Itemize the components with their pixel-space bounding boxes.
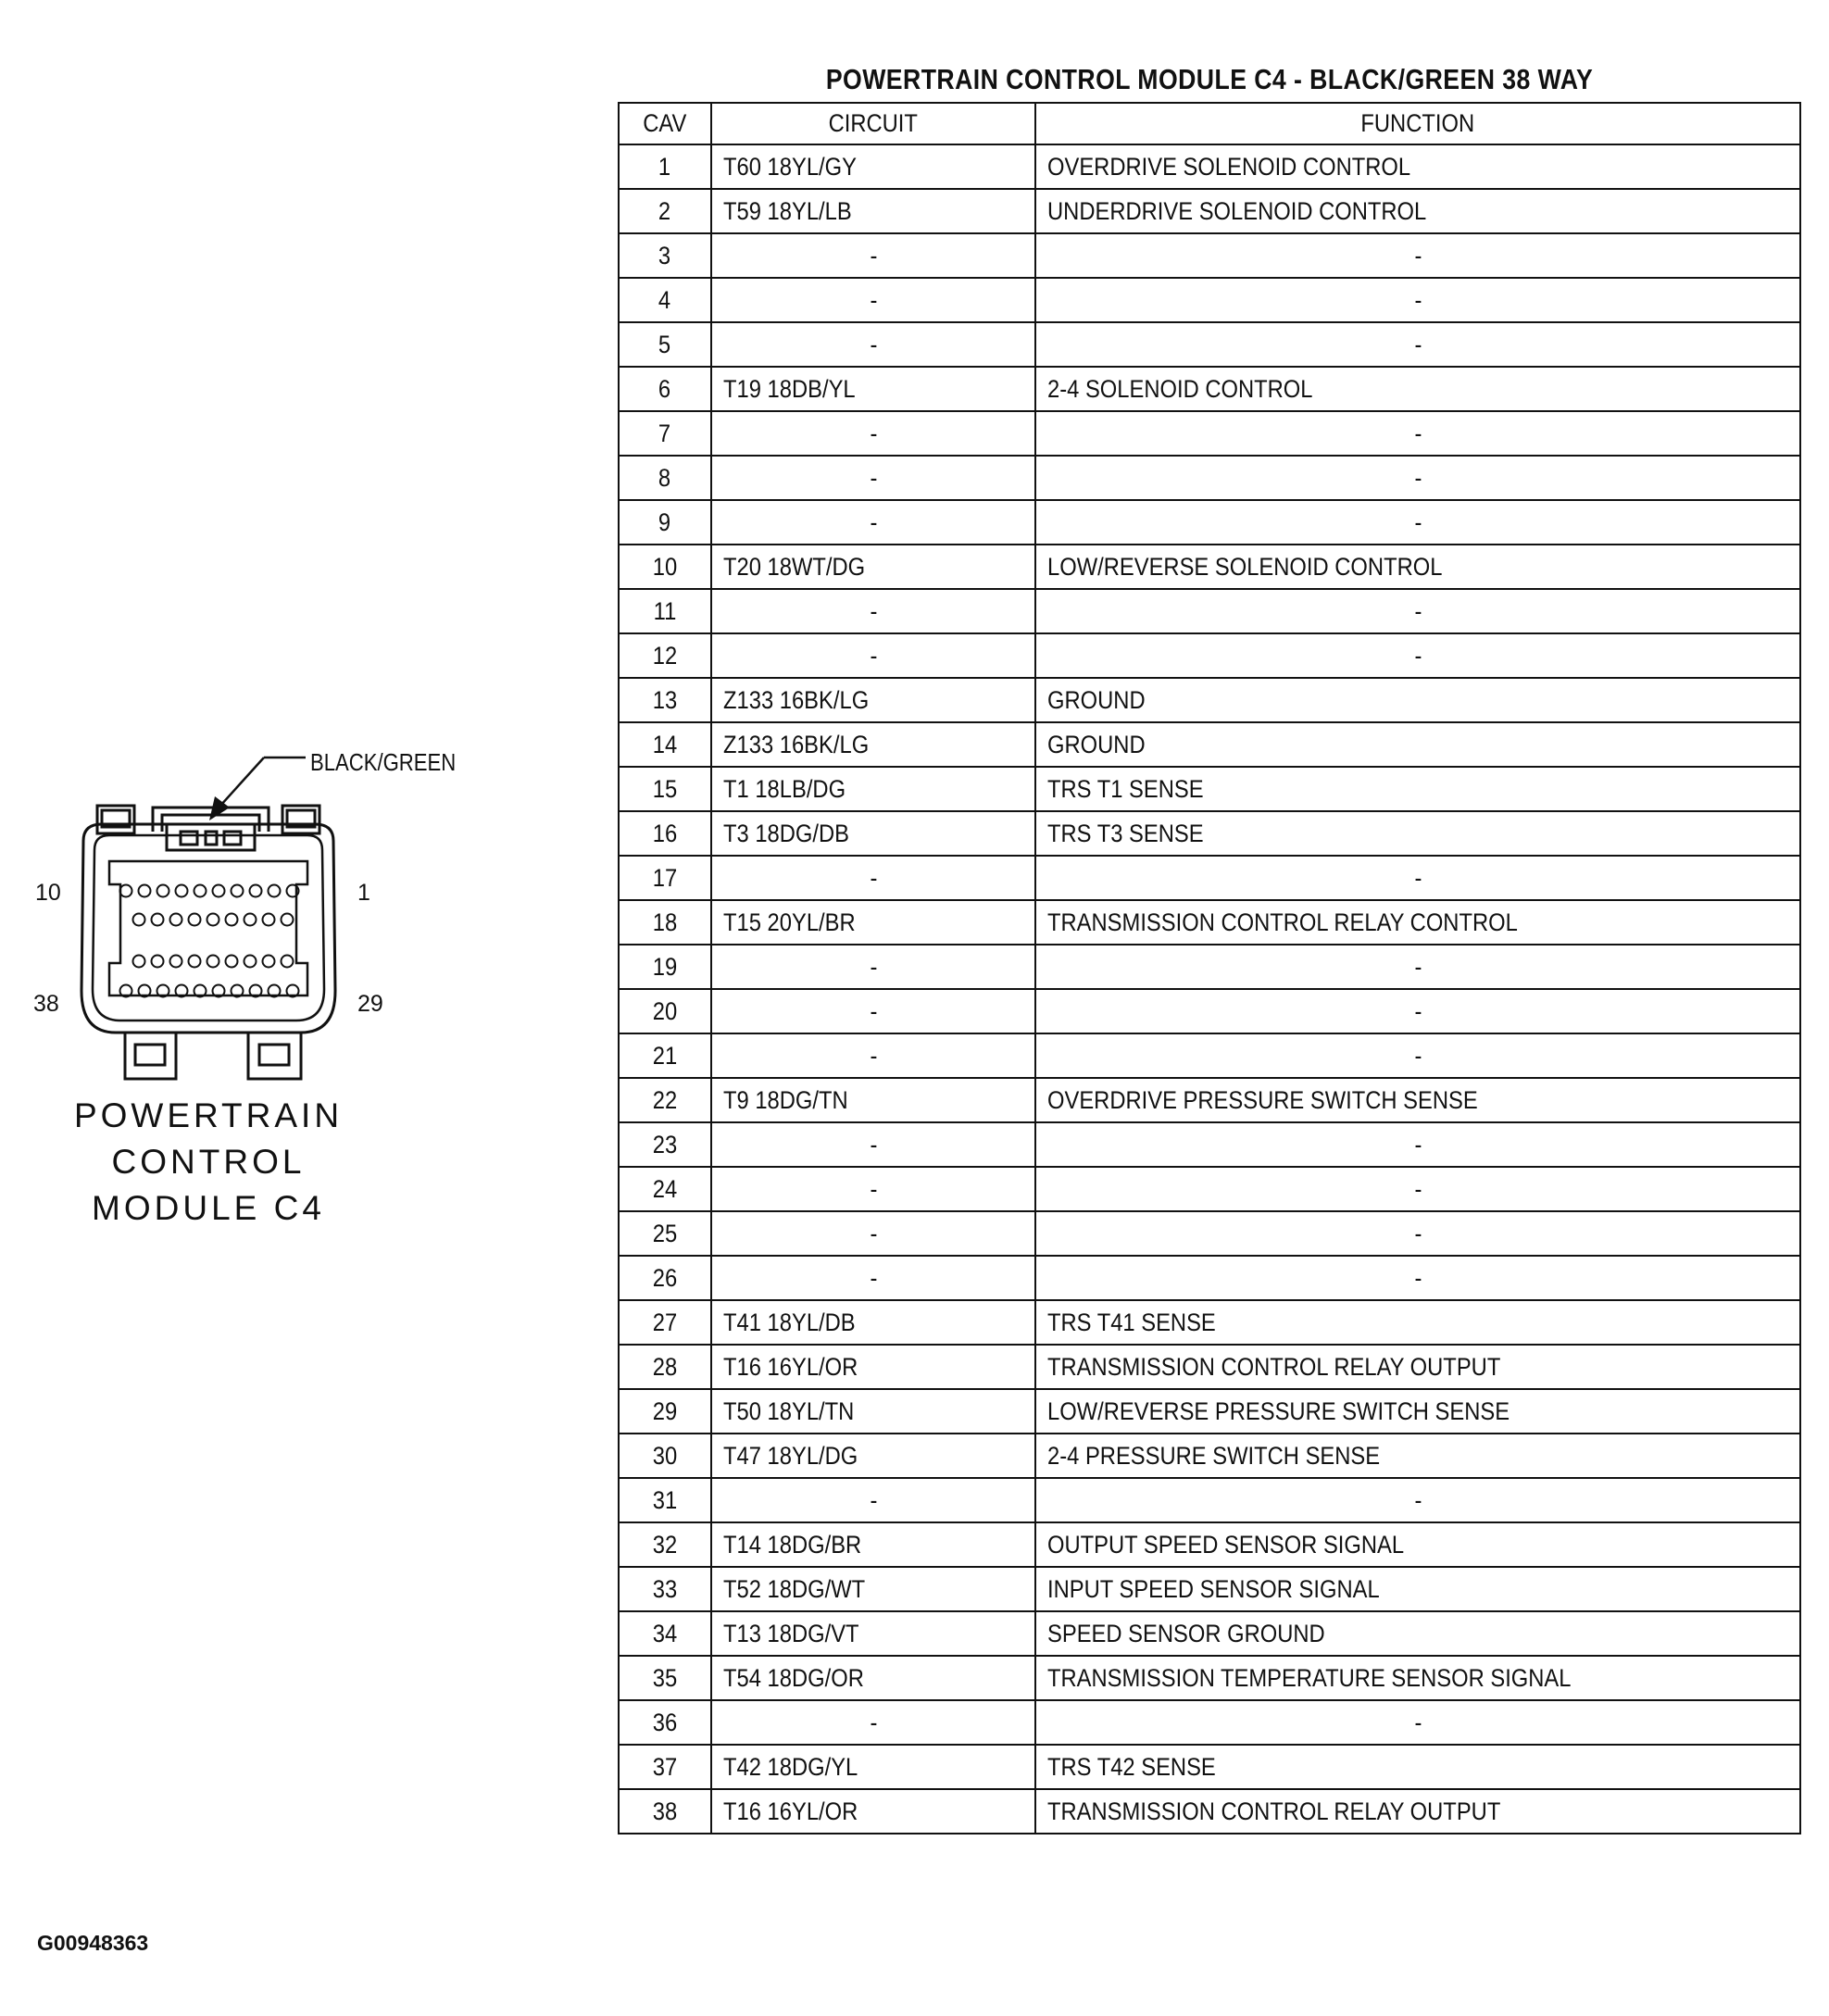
function-cell: -: [1035, 233, 1800, 278]
table-row: [619, 1745, 1800, 1789]
circuit-cell: T16 16YL/OR: [711, 1789, 1035, 1834]
pin-cavity: [170, 914, 182, 926]
function-cell: -: [1035, 945, 1800, 989]
function-cell: TRS T42 SENSE: [1035, 1745, 1800, 1789]
circuit-cell: T13 18DG/VT: [711, 1611, 1035, 1656]
circuit-cell: -: [711, 1700, 1035, 1745]
column-header-function: FUNCTION: [1035, 103, 1800, 144]
cav-cell: 29: [619, 1389, 711, 1434]
cav-cell: 26: [619, 1256, 711, 1300]
table-row: [619, 589, 1800, 633]
table-row: [619, 1656, 1800, 1700]
pin-cavity-frame: [109, 861, 307, 995]
pin-cavity: [226, 914, 238, 926]
circuit-cell: -: [711, 1122, 1035, 1167]
table-row: [619, 767, 1800, 811]
pin-cavity: [263, 914, 275, 926]
pin-cavity: [152, 956, 164, 968]
pin-cavity: [189, 956, 201, 968]
table-row: [619, 322, 1800, 367]
table-row: [619, 633, 1800, 678]
circuit-cell: T41 18YL/DB: [711, 1300, 1035, 1345]
function-cell: TRANSMISSION CONTROL RELAY CONTROL: [1035, 900, 1800, 945]
circuit-cell: T20 18WT/DG: [711, 545, 1035, 589]
column-header-cav: CAV: [619, 103, 711, 144]
bottom-tabs: [125, 1033, 301, 1079]
pin-cavity: [282, 956, 294, 968]
table-row: [619, 1167, 1800, 1211]
pin-cavity: [263, 956, 275, 968]
connector-drawing: [0, 732, 519, 1121]
connector-body-inner: [93, 835, 324, 1021]
circuit-cell: -: [711, 411, 1035, 456]
cav-cell: 21: [619, 1033, 711, 1078]
table-row: [619, 722, 1800, 767]
function-cell: -: [1035, 1033, 1800, 1078]
function-cell: TRANSMISSION TEMPERATURE SENSOR SIGNAL: [1035, 1656, 1800, 1700]
table-row: [619, 945, 1800, 989]
function-cell: OUTPUT SPEED SENSOR SIGNAL: [1035, 1522, 1800, 1567]
function-cell: -: [1035, 1256, 1800, 1300]
table-row: [619, 1522, 1800, 1567]
pin-label-top-right: 1: [357, 880, 370, 906]
table-row: [619, 233, 1800, 278]
cav-cell: 35: [619, 1656, 711, 1700]
pin-label-bottom-left: 38: [33, 991, 59, 1017]
function-cell: TRS T41 SENSE: [1035, 1300, 1800, 1345]
pin-label-bottom-right: 29: [357, 991, 383, 1017]
cav-cell: 34: [619, 1611, 711, 1656]
circuit-cell: -: [711, 1033, 1035, 1078]
cav-cell: 11: [619, 589, 711, 633]
table-row: [619, 1300, 1800, 1345]
table-row: [619, 989, 1800, 1033]
function-cell: -: [1035, 456, 1800, 500]
function-cell: GROUND: [1035, 678, 1800, 722]
circuit-cell: T59 18YL/LB: [711, 189, 1035, 233]
module-caption-line: MODULE C4: [92, 1189, 325, 1227]
circuit-cell: -: [711, 278, 1035, 322]
circuit-cell: -: [711, 1167, 1035, 1211]
column-header-circuit: CIRCUIT: [711, 103, 1035, 144]
cav-cell: 2: [619, 189, 711, 233]
function-cell: -: [1035, 589, 1800, 633]
table-row: [619, 144, 1800, 189]
pin-cavity: [207, 956, 219, 968]
pin-cavity: [269, 885, 281, 897]
table-row: [619, 456, 1800, 500]
cav-cell: 8: [619, 456, 711, 500]
pin-cavity: [133, 956, 145, 968]
cav-cell: 33: [619, 1567, 711, 1611]
pin-cavity: [244, 914, 257, 926]
circuit-cell: T54 18DG/OR: [711, 1656, 1035, 1700]
function-cell: 2-4 SOLENOID CONTROL: [1035, 367, 1800, 411]
circuit-cell: T9 18DG/TN: [711, 1078, 1035, 1122]
table-row: [619, 1389, 1800, 1434]
pin-label-top-left: 10: [35, 880, 61, 906]
table-row: [619, 678, 1800, 722]
cav-cell: 1: [619, 144, 711, 189]
pin-cavity: [194, 885, 207, 897]
circuit-cell: -: [711, 989, 1035, 1033]
table-row: [619, 189, 1800, 233]
table-row: [619, 900, 1800, 945]
cav-cell: 27: [619, 1300, 711, 1345]
table-row: [619, 278, 1800, 322]
pin-cavity: [207, 914, 219, 926]
cav-cell: 28: [619, 1345, 711, 1389]
function-cell: -: [1035, 1167, 1800, 1211]
cav-cell: 4: [619, 278, 711, 322]
table-row: [619, 1345, 1800, 1389]
circuit-cell: T47 18YL/DG: [711, 1434, 1035, 1478]
function-cell: -: [1035, 500, 1800, 545]
table-row: [619, 1700, 1800, 1745]
table-row: [619, 545, 1800, 589]
cav-cell: 23: [619, 1122, 711, 1167]
circuit-cell: T52 18DG/WT: [711, 1567, 1035, 1611]
module-caption: [56, 1093, 361, 1232]
circuit-cell: Z133 16BK/LG: [711, 678, 1035, 722]
pin-cavity: [152, 914, 164, 926]
circuit-cell: -: [711, 1256, 1035, 1300]
function-cell: TRS T1 SENSE: [1035, 767, 1800, 811]
function-cell: LOW/REVERSE SOLENOID CONTROL: [1035, 545, 1800, 589]
cav-cell: 25: [619, 1211, 711, 1256]
circuit-cell: -: [711, 1478, 1035, 1522]
cav-cell: 16: [619, 811, 711, 856]
table-row: [619, 1078, 1800, 1122]
pin-grid: [120, 885, 299, 997]
table-row: [619, 1789, 1800, 1834]
top-tabs: [97, 806, 319, 850]
circuit-cell: T14 18DG/BR: [711, 1522, 1035, 1567]
function-cell: 2-4 PRESSURE SWITCH SENSE: [1035, 1434, 1800, 1478]
circuit-cell: -: [711, 633, 1035, 678]
circuit-cell: T42 18DG/YL: [711, 1745, 1035, 1789]
leader-arrow: [220, 758, 306, 806]
table-row: [619, 1611, 1800, 1656]
function-cell: TRS T3 SENSE: [1035, 811, 1800, 856]
pin-cavity: [282, 914, 294, 926]
circuit-cell: T50 18YL/TN: [711, 1389, 1035, 1434]
circuit-cell: -: [711, 1211, 1035, 1256]
circuit-cell: T15 20YL/BR: [711, 900, 1035, 945]
pin-cavity: [244, 956, 257, 968]
function-cell: -: [1035, 322, 1800, 367]
pin-cavity: [226, 956, 238, 968]
table-row: [619, 1122, 1800, 1167]
pin-cavity: [232, 885, 244, 897]
table-row: [619, 367, 1800, 411]
function-cell: -: [1035, 411, 1800, 456]
cav-cell: 6: [619, 367, 711, 411]
function-cell: TRANSMISSION CONTROL RELAY OUTPUT: [1035, 1345, 1800, 1389]
circuit-cell: -: [711, 856, 1035, 900]
pin-cavity: [189, 914, 201, 926]
table-header-row: [619, 103, 1800, 144]
circuit-cell: T16 16YL/OR: [711, 1345, 1035, 1389]
cav-cell: 5: [619, 322, 711, 367]
function-cell: GROUND: [1035, 722, 1800, 767]
cav-cell: 13: [619, 678, 711, 722]
circuit-cell: -: [711, 945, 1035, 989]
table-row: [619, 811, 1800, 856]
pin-cavity: [133, 914, 145, 926]
table-row: [619, 500, 1800, 545]
function-cell: OVERDRIVE SOLENOID CONTROL: [1035, 144, 1800, 189]
cav-cell: 15: [619, 767, 711, 811]
table-row: [619, 411, 1800, 456]
function-cell: -: [1035, 633, 1800, 678]
function-cell: -: [1035, 278, 1800, 322]
table-title: POWERTRAIN CONTROL MODULE C4 - BLACK/GREEN 38 WAY: [825, 63, 1594, 95]
function-cell: -: [1035, 1478, 1800, 1522]
circuit-cell: -: [711, 500, 1035, 545]
pin-cavity: [157, 885, 169, 897]
cav-cell: 37: [619, 1745, 711, 1789]
cav-cell: 30: [619, 1434, 711, 1478]
pin-cavity: [250, 885, 262, 897]
cav-cell: 17: [619, 856, 711, 900]
function-cell: -: [1035, 1211, 1800, 1256]
cav-cell: 20: [619, 989, 711, 1033]
module-caption-line: CONTROL: [111, 1143, 306, 1181]
function-cell: -: [1035, 856, 1800, 900]
function-cell: TRANSMISSION CONTROL RELAY OUTPUT: [1035, 1789, 1800, 1834]
circuit-cell: T19 18DB/YL: [711, 367, 1035, 411]
cav-cell: 3: [619, 233, 711, 278]
connector-color-label: BLACK/GREEN: [310, 748, 457, 776]
pin-cavity: [139, 885, 151, 897]
cav-cell: 24: [619, 1167, 711, 1211]
cav-cell: 9: [619, 500, 711, 545]
function-cell: LOW/REVERSE PRESSURE SWITCH SENSE: [1035, 1389, 1800, 1434]
pin-cavity: [176, 885, 188, 897]
circuit-cell: -: [711, 589, 1035, 633]
function-cell: UNDERDRIVE SOLENOID CONTROL: [1035, 189, 1800, 233]
table-row: [619, 856, 1800, 900]
function-cell: OVERDRIVE PRESSURE SWITCH SENSE: [1035, 1078, 1800, 1122]
circuit-cell: -: [711, 456, 1035, 500]
cav-cell: 14: [619, 722, 711, 767]
cav-cell: 12: [619, 633, 711, 678]
cav-cell: 36: [619, 1700, 711, 1745]
circuit-cell: T1 18LB/DG: [711, 767, 1035, 811]
function-cell: -: [1035, 1700, 1800, 1745]
table-row: [619, 1033, 1800, 1078]
table-row: [619, 1567, 1800, 1611]
cav-cell: 7: [619, 411, 711, 456]
pin-cavity: [120, 885, 132, 897]
cav-cell: 10: [619, 545, 711, 589]
function-cell: INPUT SPEED SENSOR SIGNAL: [1035, 1567, 1800, 1611]
table-row: [619, 1256, 1800, 1300]
pin-cavity: [213, 885, 225, 897]
circuit-cell: Z133 16BK/LG: [711, 722, 1035, 767]
cav-cell: 32: [619, 1522, 711, 1567]
circuit-cell: -: [711, 322, 1035, 367]
function-cell: -: [1035, 1122, 1800, 1167]
table-row: [619, 1211, 1800, 1256]
table-row: [619, 1478, 1800, 1522]
cav-cell: 22: [619, 1078, 711, 1122]
circuit-cell: -: [711, 233, 1035, 278]
module-caption-line: POWERTRAIN: [73, 1096, 344, 1134]
figure-id: G00948363: [37, 1931, 149, 1955]
function-cell: SPEED SENSOR GROUND: [1035, 1611, 1800, 1656]
function-cell: -: [1035, 989, 1800, 1033]
pin-cavity: [170, 956, 182, 968]
cav-cell: 19: [619, 945, 711, 989]
pinout-table: [618, 102, 1801, 1834]
cav-cell: 31: [619, 1478, 711, 1522]
circuit-cell: T60 18YL/GY: [711, 144, 1035, 189]
cav-cell: 38: [619, 1789, 711, 1834]
table-row: [619, 1434, 1800, 1478]
cav-cell: 18: [619, 900, 711, 945]
circuit-cell: T3 18DG/DB: [711, 811, 1035, 856]
table-body: [619, 144, 1800, 1834]
